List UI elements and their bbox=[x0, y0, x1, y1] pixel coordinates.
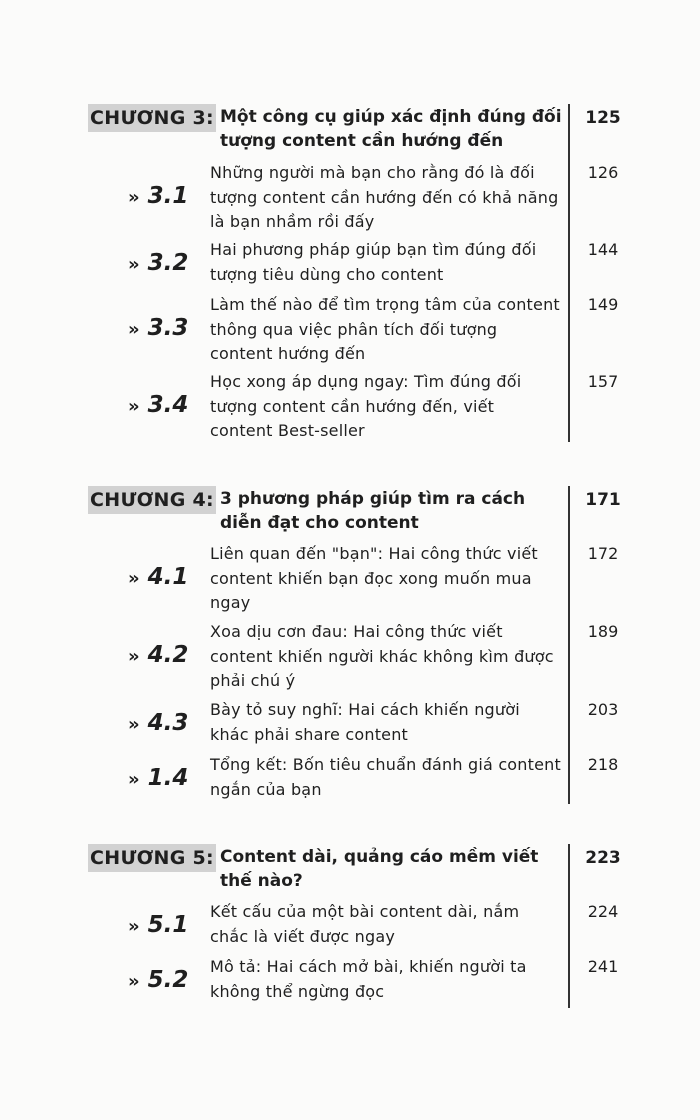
section-number-group bbox=[128, 392, 206, 418]
section-number: 5.2 bbox=[147, 967, 189, 993]
section-page-number: 149 bbox=[587, 295, 619, 314]
section-number: 3.3 bbox=[147, 315, 189, 341]
section-page-number: 203 bbox=[587, 700, 619, 719]
section-number-group bbox=[128, 642, 206, 668]
section-title: Làm thế nào để tìm trọng tâm của content thông qua việc phân tích đối tượng content hướng đến bbox=[210, 295, 560, 363]
chapter-header bbox=[88, 844, 628, 898]
section-number-group bbox=[128, 315, 206, 341]
chapter-4 bbox=[88, 486, 628, 799]
chapter-page-number: 125 bbox=[585, 108, 621, 128]
section-title: Mô tả: Hai cách mở bài, khiến người ta không thể ngừng đọc bbox=[210, 957, 527, 1001]
section-number: 3.1 bbox=[147, 183, 189, 209]
chapter-5 bbox=[88, 844, 628, 1001]
chapter-page-number: 223 bbox=[585, 848, 621, 868]
section-number-group bbox=[128, 710, 206, 736]
chapter-header bbox=[88, 104, 628, 158]
double-chevron-right-icon: » bbox=[128, 254, 140, 275]
chapter-label: CHƯƠNG 4: bbox=[88, 486, 216, 514]
chapter-3 bbox=[88, 104, 628, 440]
section-page-number: 157 bbox=[587, 372, 619, 391]
section-title: Kết cấu của một bài content dài, nắm chắc là viết được ngay bbox=[210, 902, 520, 946]
section-number: 3.2 bbox=[147, 250, 189, 276]
double-chevron-right-icon: » bbox=[128, 971, 140, 992]
section-number: 4.1 bbox=[147, 564, 189, 590]
section-page-number: 224 bbox=[587, 902, 619, 921]
section-title: Liên quan đến "bạn": Hai công thức viết content khiến bạn đọc xong muốn mua ngay bbox=[210, 544, 538, 612]
section-title: Bày tỏ suy nghĩ: Hai cách khiến người khác phải share content bbox=[210, 700, 520, 744]
double-chevron-right-icon: » bbox=[128, 916, 140, 937]
chapter-page-number: 171 bbox=[585, 490, 621, 510]
chapter-label: CHƯƠNG 3: bbox=[88, 104, 216, 132]
section-number: 5.1 bbox=[147, 912, 189, 938]
double-chevron-right-icon: » bbox=[128, 646, 140, 667]
section-number: 1.4 bbox=[147, 765, 189, 791]
section-number: 4.2 bbox=[147, 642, 189, 668]
double-chevron-right-icon: » bbox=[128, 319, 140, 340]
section-page-number: 126 bbox=[587, 163, 619, 182]
section-page-number: 144 bbox=[587, 240, 619, 259]
section-title: Hai phương pháp giúp bạn tìm đúng đối tượng tiêu dùng cho content bbox=[210, 240, 537, 284]
section-number: 3.4 bbox=[147, 392, 189, 418]
section-number-group bbox=[128, 250, 206, 276]
double-chevron-right-icon: » bbox=[128, 396, 140, 417]
double-chevron-right-icon: » bbox=[128, 187, 140, 208]
chapter-title: Một công cụ giúp xác định đúng đối tượng content cần hướng đến bbox=[220, 107, 562, 151]
chapter-title: 3 phương pháp giúp tìm ra cách diễn đạt cho content bbox=[220, 489, 526, 533]
chapter-label: CHƯƠNG 5: bbox=[88, 844, 216, 872]
section-page-number: 218 bbox=[587, 755, 619, 774]
section-title: Học xong áp dụng ngay: Tìm đúng đối tượng content cần hướng đến, viết content Best-seller bbox=[210, 372, 522, 440]
section-number-group bbox=[128, 912, 206, 938]
section-title: Xoa dịu cơn đau: Hai công thức viết content khiến người khác không kìm được phải chú ý bbox=[210, 622, 554, 690]
section-number: 4.3 bbox=[147, 710, 189, 736]
section-page-number: 241 bbox=[587, 957, 619, 976]
section-number-group bbox=[128, 183, 206, 209]
double-chevron-right-icon: » bbox=[128, 714, 140, 735]
section-title: Tổng kết: Bốn tiêu chuẩn đánh giá content ngắn của bạn bbox=[210, 755, 561, 799]
section-number-group bbox=[128, 765, 206, 791]
chapter-title: Content dài, quảng cáo mềm viết thế nào? bbox=[220, 847, 539, 891]
section-number-group bbox=[128, 967, 206, 993]
double-chevron-right-icon: » bbox=[128, 568, 140, 589]
section-page-number: 172 bbox=[587, 544, 619, 563]
section-title: Những người mà bạn cho rằng đó là đối tượng content cần hướng đến có khả năng là bạn nhầm rồi đấy bbox=[210, 163, 559, 231]
section-page-number: 189 bbox=[587, 622, 619, 641]
double-chevron-right-icon: » bbox=[128, 769, 140, 790]
section-number-group bbox=[128, 564, 206, 590]
chapter-header bbox=[88, 486, 628, 540]
